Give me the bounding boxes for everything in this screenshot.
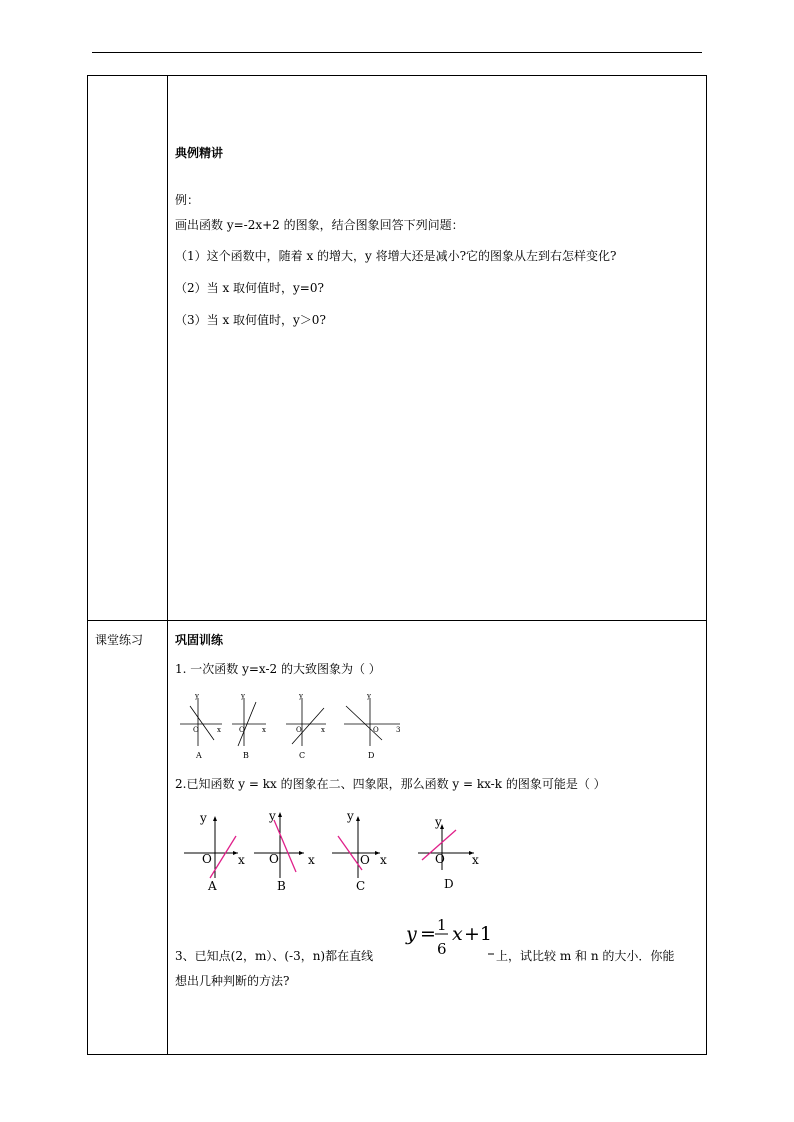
p1-b-o: O xyxy=(239,726,245,734)
p2-c-y: y xyxy=(347,809,354,823)
p2-option-a: A xyxy=(208,879,217,893)
problem-3-line-2: 想出几种判断的方法? xyxy=(175,974,290,988)
p1-c-y: y xyxy=(299,692,303,700)
p1-b-x: x xyxy=(262,726,266,734)
table-column-divider xyxy=(167,75,168,1055)
svg-text:1: 1 xyxy=(437,916,447,934)
p2-d-x: x xyxy=(472,853,479,867)
example-question-3: （3）当 x 取何值时，y＞0? xyxy=(175,313,326,327)
p2-a-x: x xyxy=(238,853,245,867)
p1-a-y: y xyxy=(195,692,199,700)
example-intro: 画出函数 y=-2x+2 的图象，结合图象回答下列问题： xyxy=(175,218,464,232)
row-label-practice: 课堂练习 xyxy=(95,633,144,647)
svg-text:+1: +1 xyxy=(464,923,493,945)
p2-c-x: x xyxy=(380,853,387,867)
problem-2-graphs xyxy=(180,806,490,896)
p1-d-3: 3 xyxy=(396,726,401,734)
p1-option-a: A xyxy=(196,751,202,760)
example-question-2: （2）当 x 取何值时，y=0? xyxy=(175,281,324,295)
svg-text:y: y xyxy=(406,923,417,945)
practice-heading: 巩固训练 xyxy=(175,633,224,647)
p2-d-o: O xyxy=(435,852,445,866)
p1-option-b: B xyxy=(243,751,249,760)
problem-3-formula xyxy=(404,912,494,964)
p1-d-y: y xyxy=(367,692,371,700)
svg-text:x: x xyxy=(452,923,463,945)
p2-option-d: D xyxy=(444,877,454,891)
header-rule xyxy=(92,52,702,53)
problem-3-line-1a: 3、已知点(2，m）、(-3，n)都在直线 xyxy=(175,949,374,963)
p2-b-x: x xyxy=(308,853,315,867)
example-heading: 典例精讲 xyxy=(175,146,224,160)
problem-1: 1. 一次函数 y=x-2 的大致图象为（ ） xyxy=(175,662,381,676)
problem-3-line-1b: 上，试比较 m 和 n 的大小．你能 xyxy=(496,949,675,963)
p1-d-o: O xyxy=(373,726,379,734)
p1-option-d: D xyxy=(368,751,375,760)
p2-b-o: O xyxy=(269,852,279,866)
problem-1-graphs xyxy=(176,688,406,763)
table-row-divider xyxy=(87,620,707,621)
p2-option-b: B xyxy=(277,879,286,893)
svg-text:6: 6 xyxy=(437,940,447,958)
p2-d-y: y xyxy=(435,815,442,829)
example-question-1: （1）这个函数中，随着 x 的增大，y 将增大还是减小?它的图象从左到右怎样变化? xyxy=(175,249,617,263)
p1-option-c: C xyxy=(299,751,306,760)
p1-c-x: x xyxy=(321,726,325,734)
p2-option-c: C xyxy=(356,879,366,893)
p1-a-o: O xyxy=(193,726,199,734)
p2-a-y: y xyxy=(200,811,207,825)
svg-text:=: = xyxy=(420,923,436,945)
p2-a-o: O xyxy=(202,852,212,866)
p1-b-y: y xyxy=(241,692,245,700)
p1-c-o: O xyxy=(296,726,302,734)
p2-c-o: O xyxy=(360,853,370,867)
problem-2: 2.已知函数 y = kx 的图象在二、四象限，那么函数 y = kx-k 的图象可能是（ ） xyxy=(175,777,606,791)
p1-a-x: x xyxy=(217,726,221,734)
p2-b-y: y xyxy=(269,809,276,823)
example-label: 例： xyxy=(175,193,200,207)
